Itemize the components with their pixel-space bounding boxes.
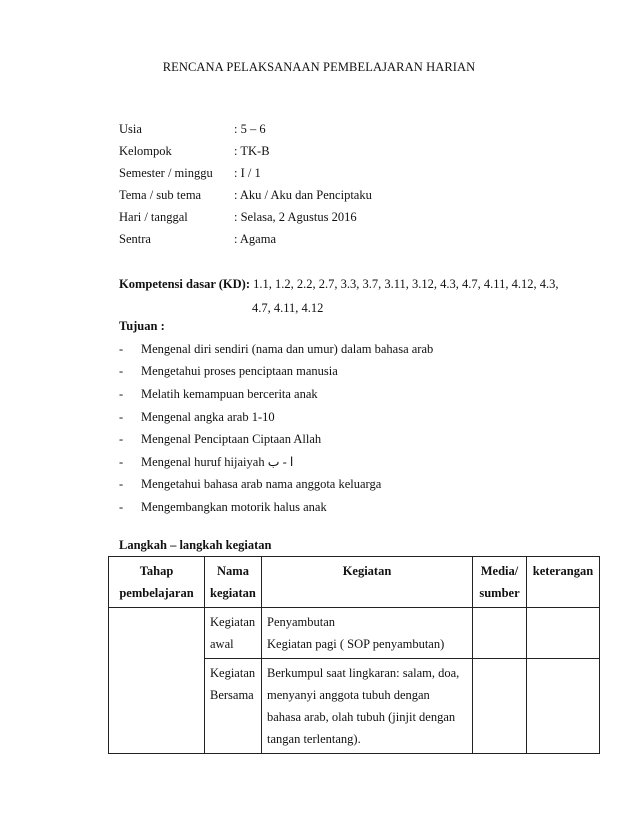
kegiatan-table	[108, 556, 600, 754]
identity-value: : 5 – 6	[234, 122, 266, 136]
header-tahap: Tahap pembelajaran	[109, 557, 205, 608]
identity-row-kelompok	[119, 144, 372, 166]
header-kegiatan: Kegiatan	[262, 557, 473, 608]
cell-media	[473, 659, 527, 754]
cell-media	[473, 608, 527, 659]
header-media: Media/ sumber	[473, 557, 527, 608]
tujuan-text: Mengembangkan motorik halus anak	[141, 499, 327, 514]
kompetensi-dasar	[119, 272, 589, 320]
identity-key: Usia	[119, 122, 142, 136]
tujuan-text: Mengetahui bahasa arab nama anggota keluarga	[141, 477, 382, 492]
identity-key: Semester / minggu	[119, 166, 213, 180]
cell-kegiatan: Penyambutan Kegiatan pagi ( SOP penyambutan)	[262, 608, 473, 659]
bullet-dash: -	[119, 341, 124, 356]
document-title: RENCANA PELAKSANAAN PEMBELAJARAN HARIAN	[162, 60, 476, 74]
identity-value: : Agama	[234, 232, 277, 246]
langkah-heading: Langkah – langkah kegiatan	[119, 538, 272, 552]
tujuan-text: Mengenal diri sendiri (nama dan umur) dalam bahasa arab	[141, 341, 434, 356]
identity-key: Hari / tanggal	[119, 210, 188, 224]
cell-keterangan	[527, 659, 600, 754]
header-keterangan: keterangan	[527, 557, 600, 608]
bullet-dash: -	[119, 409, 124, 424]
identity-value: : I / 1	[234, 166, 261, 180]
cell-kegiatan: Berkumpul saat lingkaran: salam, doa, menyanyi anggota tubuh dengan bahasa arab, olah tubuh (jinjit dengan tangan terlentang).	[262, 659, 473, 754]
bullet-dash: -	[119, 499, 124, 514]
cell-nama: Kegiatan Bersama	[205, 659, 262, 754]
identity-value: : Aku / Aku dan Penciptaku	[234, 188, 372, 202]
bullet-dash: -	[119, 477, 124, 492]
header-nama: Nama kegiatan	[205, 557, 262, 608]
identity-row-tema	[119, 188, 372, 210]
tujuan-text: Mengenal Penciptaan Ciptaan Allah	[141, 432, 322, 447]
identity-key: Sentra	[119, 232, 151, 246]
tujuan-text: Melatih kemampuan bercerita anak	[141, 386, 318, 401]
tujuan-list	[119, 338, 433, 519]
list-item	[119, 338, 433, 361]
table-header-row	[109, 557, 600, 608]
list-item	[119, 428, 433, 451]
list-item	[119, 383, 433, 406]
cell-tahap	[109, 608, 205, 754]
list-item	[119, 496, 433, 519]
identity-value: : TK-B	[234, 144, 270, 158]
table-row	[109, 608, 600, 659]
bullet-dash: -	[119, 432, 124, 447]
bullet-dash: -	[119, 364, 124, 379]
list-item	[119, 406, 433, 429]
kompetensi-values-line2: 4.7, 4.11, 4.12	[252, 301, 324, 315]
identity-section	[119, 122, 372, 254]
tujuan-text: Mengenal huruf hijaiyah ا - ب	[141, 455, 294, 470]
tujuan-text: Mengenal angka arab 1-10	[141, 409, 275, 424]
cell-nama: Kegiatan awal	[205, 608, 262, 659]
kompetensi-values-line1: 1.1, 1.2, 2.2, 2.7, 3.3, 3.7, 3.11, 3.12, 4.3, 4.7, 4.11, 4.12, 4.3,	[253, 277, 559, 291]
list-item	[119, 361, 433, 384]
list-item	[119, 451, 433, 474]
tujuan-heading: Tujuan :	[119, 319, 165, 333]
bullet-dash: -	[119, 386, 124, 401]
identity-key: Tema / sub tema	[119, 188, 202, 202]
list-item	[119, 474, 433, 497]
identity-row-semester	[119, 166, 372, 188]
identity-row-sentra	[119, 232, 372, 254]
identity-value: : Selasa, 2 Agustus 2016	[234, 210, 357, 224]
tujuan-text: Mengetahui proses penciptaan manusia	[141, 364, 338, 379]
kompetensi-label: Kompetensi dasar (KD):	[119, 277, 251, 291]
identity-row-usia	[119, 122, 372, 144]
identity-row-hari	[119, 210, 372, 232]
identity-key: Kelompok	[119, 144, 172, 158]
cell-keterangan	[527, 608, 600, 659]
bullet-dash: -	[119, 454, 124, 469]
